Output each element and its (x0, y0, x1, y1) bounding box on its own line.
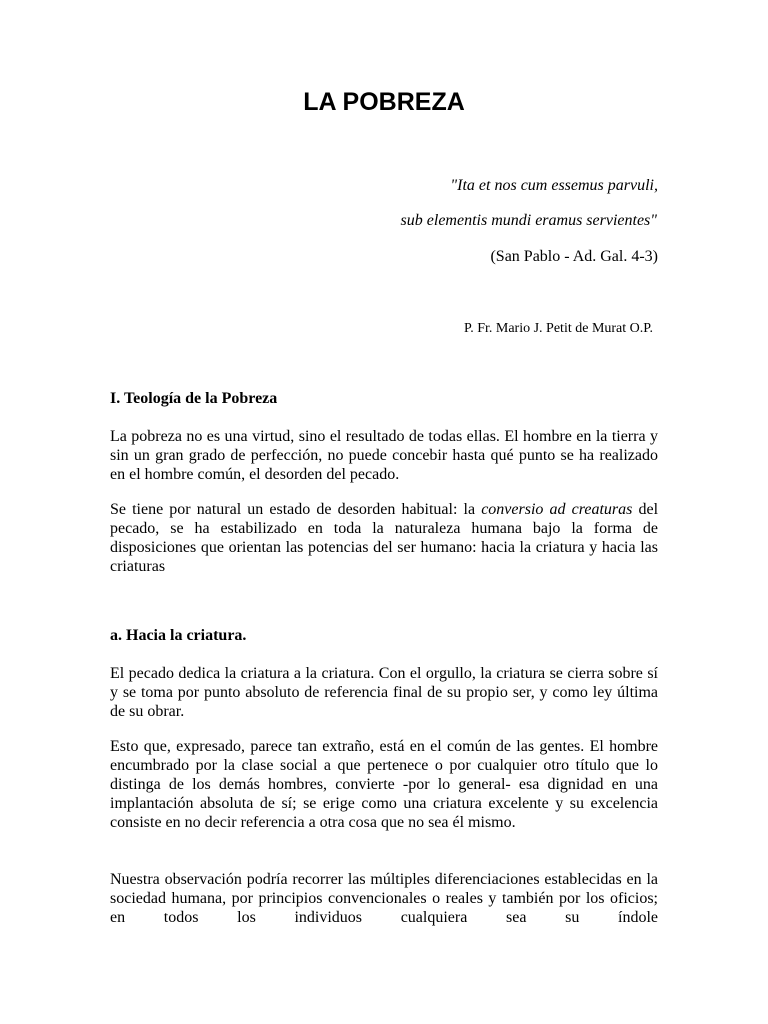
paragraph-teologia-2-start: Se tiene por natural un estado de desorden habitual: la (110, 501, 482, 518)
epigraph-line-1-text: "Ita et nos cum essemus parvuli, (450, 177, 658, 194)
paragraph-criatura-3: Nuestra observación podría recorrer las múltiples diferenciaciones establecidas en la sociedad humana, por principios convencionales o reales y también por los oficios; en todos los individuos cualquiera sea su índole (110, 871, 658, 926)
paragraph-teologia-2-end: del pecado, se ha estabilizado en toda la naturaleza humana bajo la forma de disposiciones que orientan las potencias del ser humano: hacia la criatura y hacia las criaturas (110, 501, 659, 575)
paragraph-teologia-1: La pobreza no es una virtud, sino el resultado de todas ellas. El hombre en la tierra y sin un gran grado de perfección, no puede concebir hasta qué punto se ha realizado en el hombre común, el desorden del pecado. (110, 428, 658, 483)
paragraph-criatura-2: Esto que, expresado, parece tan extraño, está en el común de las gentes. El hombre encumbrado por la clase social a que pertenece o por cualquier otro título que lo distinga de los demás hombres, convierte -por lo general- esa dignidad en una implantación absoluta de sí; se erige como una criatura excelente y su excelencia consiste en no decir referencia a otra cosa que no sea él mismo. (110, 738, 658, 831)
author-line: P. Fr. Mario J. Petit de Murat O.P. (463, 321, 653, 336)
paragraph-teologia-2-italic: conversio ad creaturas (481, 501, 633, 518)
paragraph-criatura-1: El pecado dedica la criatura a la criatura. Con el orgullo, la criatura se cierra sobre sí y se toma por punto absoluto de referencia final de su propio ser, y como ley última de su obrar. (110, 665, 658, 720)
epigraph-line-2-text: sub elementis mundi eramus servientes" (400, 212, 657, 229)
document-title: LA POBREZA (303, 88, 465, 116)
epigraph-line-1 (450, 177, 658, 195)
epigraph-line-2 (401, 212, 657, 230)
paragraph-teologia-2 (110, 500, 658, 576)
section-heading-teologia: I. Teología de la Pobreza (110, 390, 278, 407)
section-heading-hacia-la-criatura: a. Hacia la criatura. (110, 627, 247, 644)
epigraph-citation: (San Pablo - Ad. Gal. 4-3) (490, 248, 658, 265)
